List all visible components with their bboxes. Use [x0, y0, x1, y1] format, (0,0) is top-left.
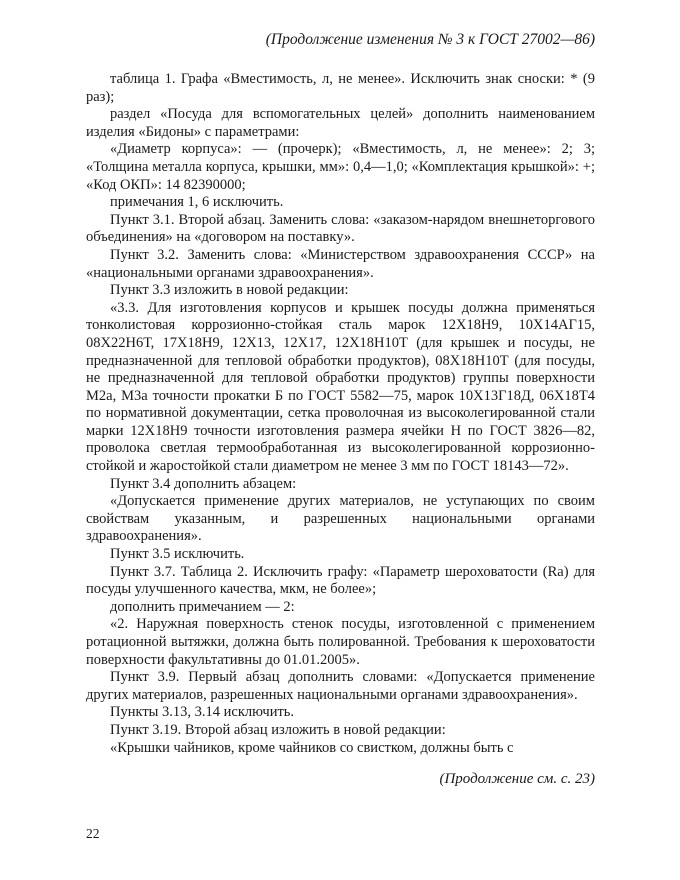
paragraph-item-3-4-text: «Допускается применение других материалов, не уступающих по своим свойствам указанным, и разрешенных национальными органами здравоохранения».	[86, 493, 595, 545]
paragraph-item-3-7: Пункт 3.7. Таблица 2. Исключить графу: «Параметр шероховатости (Ra) для посуды улучшенного качества, мкм, не более»;	[86, 563, 595, 598]
page-number: 22	[86, 826, 100, 841]
paragraph-item-3-5: Пункт 3.5 исключить.	[110, 546, 245, 563]
paragraph-table1-note: таблица 1. Графа «Вместимость, л, не менее». Исключить знак сноски: * (9 раз);	[86, 71, 595, 105]
paragraph-item-3-4: Пункт 3.4 дополнить абзацем:	[110, 475, 297, 492]
paragraph-item-3-7-note-text: «2. Наружная поверхность стенок посуды, изготовленной с применением ротационной вытяжки, должна быть полированной. Требования к шероховатости поверхности факультативны до 01.01.2005».	[86, 616, 595, 668]
paragraph-section-auxiliary: раздел «Посуда для вспомогательных целей» дополнить наименованием изделия «Бидоны» с параметрами:	[86, 106, 595, 140]
document-page	[86, 30, 595, 870]
continuation-note: (Продолжение см. с. 23)	[439, 771, 595, 788]
paragraph-notes-removed: примечания 1, 6 исключить.	[110, 194, 284, 211]
paragraph-item-3-3-text: «3.3. Для изготовления корпусов и крышек посуды должна применяться тонколистовая коррозионно-стойкая сталь марок 12Х18Н9, 10Х14АГ15, 08Х22Н6Т, 17Х18Н9, 12Х13, 12Х17, 12Х18Н10Т (для крышек и посуды, не предназначенной для тепловой обработки продуктов), 08Х18Н10Т (для посуды, не предназначенной для тепловой обработки продуктов) группы поверхности М2а, М3а точности прокатки Б по ГОСТ 5582—75, марок 10Х13Г18Д, 06Х18Т4 по нормативной документации, сетка проволочная из высоколегированной стали марки 12Х18Н9 точности изготовления размера ячейки Н по ГОСТ 3826—82, проволока светлая термообработанная из высоколегированной коррозионно-стойкой и жаростойкой стали диаметром не менее 3 мм по ГОСТ 18143—72».	[86, 299, 595, 475]
paragraph-item-3-3: Пункт 3.3 изложить в новой редакции:	[110, 282, 349, 299]
paragraph-parameters: «Диаметр корпуса»: — (прочерк); «Вместимость, л, не менее»: 2; 3; «Толщина металла корпуса, крышки, мм»: 0,4—1,0; «Комплектация крышкой»: +; «Код ОКП»: 14 82390000;	[86, 141, 595, 193]
paragraph-item-3-1: Пункт 3.1. Второй абзац. Заменить слова: «заказом-нарядом внешнеторгового объединения» на «договором на поставку».	[86, 211, 595, 246]
paragraph-items-3-13-3-14: Пункты 3.13, 3.14 исключить.	[110, 704, 295, 721]
paragraph-item-3-9: Пункт 3.9. Первый абзац дополнить словами: «Допускается применение других материалов, разрешенных национальными органами здравоохранения».	[86, 669, 595, 703]
running-header: (Продолжение изменения № 3 к ГОСТ 27002—86)	[265, 31, 595, 48]
body-text	[86, 71, 595, 757]
paragraph-item-3-19: Пункт 3.19. Второй абзац изложить в новой редакции:	[110, 721, 446, 738]
paragraph-item-3-19-text: «Крышки чайников, кроме чайников со свистком, должны быть с	[110, 739, 514, 756]
paragraph-item-3-7-note: дополнить примечанием — 2:	[110, 598, 295, 615]
paragraph-item-3-2: Пункт 3.2. Заменить слова: «Министерством здравоохранения СССР» на «национальными органами здравоохранения».	[86, 246, 595, 281]
